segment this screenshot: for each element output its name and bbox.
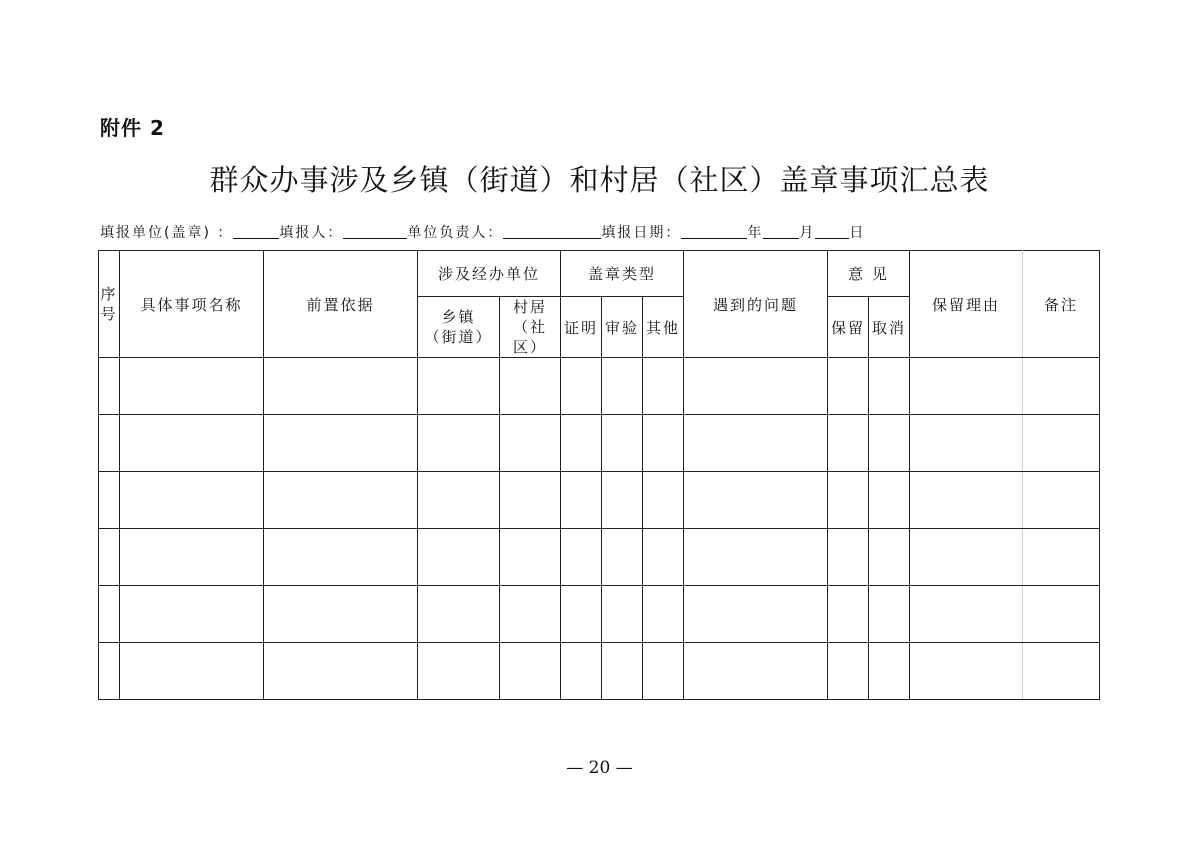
table-cell[interactable] <box>684 643 828 700</box>
table-cell[interactable] <box>684 586 828 643</box>
header-seal-type: 盖章类型 <box>561 251 684 297</box>
table-cell[interactable] <box>828 415 869 472</box>
day-label: 日 <box>849 225 866 241</box>
person-blank[interactable] <box>343 224 407 239</box>
header-units: 涉及经办单位 <box>418 251 561 297</box>
table-cell[interactable] <box>828 472 869 529</box>
table-cell[interactable] <box>643 472 684 529</box>
document-title: 群众办事涉及乡镇（街道）和村居（社区）盖章事项汇总表 <box>209 163 990 197</box>
header-remarks: 备注 <box>1023 251 1100 358</box>
table-cell[interactable] <box>910 472 1023 529</box>
table-cell[interactable] <box>561 586 602 643</box>
table-row <box>99 358 1100 415</box>
page-number: — 20 — <box>566 758 633 778</box>
table-cell[interactable] <box>643 586 684 643</box>
table-row <box>99 586 1100 643</box>
table-cell[interactable] <box>869 358 910 415</box>
table-cell[interactable] <box>99 586 120 643</box>
table-cell[interactable] <box>120 472 264 529</box>
header-problems: 遇到的问题 <box>684 251 828 358</box>
table-cell[interactable] <box>264 586 418 643</box>
month-label: 月 <box>799 225 816 241</box>
table-cell[interactable] <box>418 586 500 643</box>
table-cell[interactable] <box>602 472 643 529</box>
table-cell[interactable] <box>910 358 1023 415</box>
table-cell[interactable] <box>828 358 869 415</box>
table-cell[interactable] <box>120 415 264 472</box>
table-cell[interactable] <box>643 529 684 586</box>
table-cell[interactable] <box>99 529 120 586</box>
summary-table <box>98 250 1100 700</box>
table-cell[interactable] <box>1023 358 1100 415</box>
month-blank[interactable] <box>763 224 799 239</box>
year-blank[interactable] <box>681 224 747 239</box>
header-village: 村居 （社区） <box>500 297 561 358</box>
table-row <box>99 472 1100 529</box>
year-label: 年 <box>747 225 764 241</box>
table-cell[interactable] <box>418 643 500 700</box>
table-cell[interactable] <box>120 586 264 643</box>
table-cell[interactable] <box>99 358 120 415</box>
table-cell[interactable] <box>869 415 910 472</box>
table-cell[interactable] <box>643 643 684 700</box>
header-item-name: 具体事项名称 <box>120 251 264 358</box>
header-basis: 前置依据 <box>264 251 418 358</box>
table-cell[interactable] <box>500 415 561 472</box>
table-cell[interactable] <box>684 529 828 586</box>
table-cell[interactable] <box>828 643 869 700</box>
table-cell[interactable] <box>602 358 643 415</box>
table-cell[interactable] <box>684 472 828 529</box>
header-cancel: 取消 <box>869 297 910 358</box>
table-cell[interactable] <box>684 358 828 415</box>
table-cell[interactable] <box>869 472 910 529</box>
table-cell[interactable] <box>1023 586 1100 643</box>
unit-label: 填报单位(盖章) ： <box>100 225 234 241</box>
unit-blank[interactable] <box>233 224 279 239</box>
table-cell[interactable] <box>643 415 684 472</box>
table-cell[interactable] <box>418 358 500 415</box>
table-cell[interactable] <box>500 472 561 529</box>
header-keep-reason: 保留理由 <box>910 251 1023 358</box>
header-keep: 保留 <box>828 297 869 358</box>
day-blank[interactable] <box>815 224 849 239</box>
leader-blank[interactable] <box>503 224 601 239</box>
table-cell[interactable] <box>120 358 264 415</box>
table-cell[interactable] <box>828 586 869 643</box>
table-cell[interactable] <box>561 643 602 700</box>
table-cell[interactable] <box>910 586 1023 643</box>
table-cell[interactable] <box>500 358 561 415</box>
table-cell[interactable] <box>120 643 264 700</box>
table-cell[interactable] <box>1023 643 1100 700</box>
table-cell[interactable] <box>500 586 561 643</box>
table-cell[interactable] <box>418 529 500 586</box>
attachment-label: 附件 2 <box>100 116 165 140</box>
table-cell[interactable] <box>561 358 602 415</box>
table-cell[interactable] <box>869 586 910 643</box>
table-row <box>99 415 1100 472</box>
table-cell[interactable] <box>602 529 643 586</box>
table-cell[interactable] <box>684 415 828 472</box>
date-label: 填报日期： <box>601 225 682 241</box>
table-cell[interactable] <box>418 415 500 472</box>
header-opinion: 意 见 <box>828 251 910 297</box>
table-row <box>99 529 1100 586</box>
fill-in-row <box>100 222 1100 242</box>
table-cell[interactable] <box>910 415 1023 472</box>
table-cell[interactable] <box>264 529 418 586</box>
table-cell[interactable] <box>561 472 602 529</box>
table-cell[interactable] <box>264 358 418 415</box>
header-seq: 序 号 <box>99 251 120 358</box>
table-cell[interactable] <box>120 529 264 586</box>
table-cell[interactable] <box>910 643 1023 700</box>
table-cell[interactable] <box>264 472 418 529</box>
table-cell[interactable] <box>602 415 643 472</box>
table-cell[interactable] <box>264 415 418 472</box>
table-cell[interactable] <box>602 643 643 700</box>
header-certify: 证明 <box>561 297 602 358</box>
table-cell[interactable] <box>561 415 602 472</box>
table-cell[interactable] <box>1023 529 1100 586</box>
table-cell[interactable] <box>99 472 120 529</box>
header-other: 其他 <box>643 297 684 358</box>
header-review: 审验 <box>602 297 643 358</box>
table-row <box>99 643 1100 700</box>
leader-label: 单位负责人： <box>407 225 504 241</box>
table-cell[interactable] <box>500 643 561 700</box>
table-cell[interactable] <box>99 415 120 472</box>
table-cell[interactable] <box>1023 415 1100 472</box>
table-cell[interactable] <box>99 643 120 700</box>
table-cell[interactable] <box>264 643 418 700</box>
table-cell[interactable] <box>869 529 910 586</box>
table-cell[interactable] <box>1023 472 1100 529</box>
person-label: 填报人： <box>279 225 344 241</box>
table-cell[interactable] <box>869 643 910 700</box>
table-cell[interactable] <box>643 358 684 415</box>
table-cell[interactable] <box>602 586 643 643</box>
table-cell[interactable] <box>561 529 602 586</box>
table-cell[interactable] <box>418 472 500 529</box>
header-township: 乡镇 （街道） <box>418 297 500 358</box>
table-cell[interactable] <box>910 529 1023 586</box>
table-cell[interactable] <box>828 529 869 586</box>
table-cell[interactable] <box>500 529 561 586</box>
